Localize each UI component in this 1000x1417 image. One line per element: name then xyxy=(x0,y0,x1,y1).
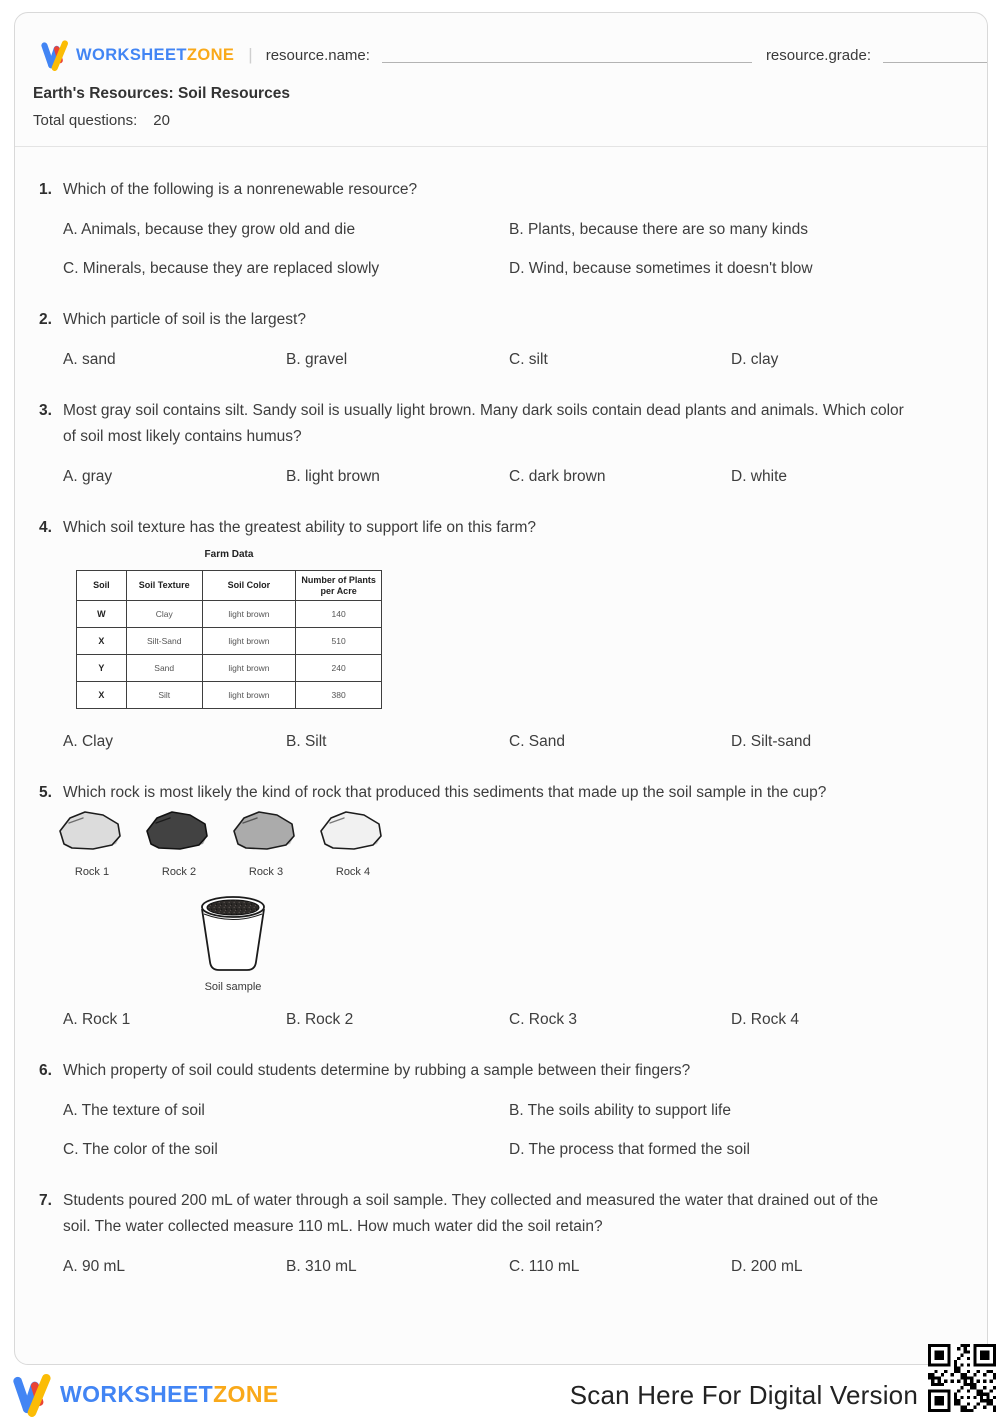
question-7-option-c: C. 110 mL xyxy=(509,1258,580,1275)
question-3 xyxy=(39,398,963,490)
farm-cell: light brown xyxy=(202,682,296,709)
question-3-option-a: A. gray xyxy=(63,468,113,485)
question-text: Which soil texture has the greatest ability to support life on this farm? xyxy=(63,519,536,536)
farm-cell: 510 xyxy=(296,628,382,655)
rocks-figure xyxy=(39,808,963,993)
question-6-option-d: D. The process that formed the soil xyxy=(509,1141,750,1158)
question-4-option-d: D. Silt-sand xyxy=(731,733,812,750)
rock-2 xyxy=(144,808,214,878)
total-questions-value: 20 xyxy=(153,112,170,129)
question-number: 3. xyxy=(39,402,52,419)
brand-logo xyxy=(39,39,234,71)
farm-cell: X xyxy=(77,628,127,655)
farm-table-title: Farm Data xyxy=(204,549,254,560)
question-4 xyxy=(39,515,963,755)
farm-col-header: Number of Plants per Acre xyxy=(296,571,382,601)
brand-logo-icon xyxy=(39,39,69,71)
rock-2-icon xyxy=(144,808,214,854)
question-1-option-c: C. Minerals, because they are replaced slowly xyxy=(63,260,380,277)
question-7-option-a: A. 90 mL xyxy=(63,1258,126,1275)
farm-cell: Silt xyxy=(126,682,202,709)
question-2 xyxy=(39,307,963,373)
question-text: Which property of soil could students determine by rubbing a sample between their fingers? xyxy=(63,1062,691,1079)
question-5-option-c: C. Rock 3 xyxy=(509,1011,578,1028)
question-number: 5. xyxy=(39,784,52,801)
question-number: 2. xyxy=(39,311,52,328)
farm-cell: 380 xyxy=(296,682,382,709)
farm-data-figure xyxy=(76,549,382,709)
farm-cell: Silt-Sand xyxy=(126,628,202,655)
question-7-option-b: B. 310 mL xyxy=(286,1258,357,1275)
question-2-option-c: C. silt xyxy=(509,351,548,368)
footer-wordmark xyxy=(60,1381,279,1408)
footer-brand-zone: ZONE xyxy=(213,1381,279,1407)
resource-grade-label: resource.grade: xyxy=(765,46,871,64)
brand-wordmark xyxy=(76,46,234,65)
question-5 xyxy=(39,780,963,1033)
total-questions-label: Total questions: xyxy=(33,112,138,129)
question-number: 1. xyxy=(39,181,52,198)
scan-here-text: Scan Here For Digital Version xyxy=(569,1380,918,1410)
question-6-option-c: C. The color of the soil xyxy=(63,1141,218,1158)
farm-cell: W xyxy=(77,601,127,628)
resource-name-line[interactable] xyxy=(382,47,752,63)
question-2-option-a: A. sand xyxy=(63,351,116,368)
brand-worksheet: WORKSHEET xyxy=(76,45,187,64)
farm-data-table xyxy=(76,570,382,709)
rock-4-icon xyxy=(318,808,388,854)
question-text: Which particle of soil is the largest? xyxy=(63,311,306,328)
question-6 xyxy=(39,1058,963,1163)
question-3-option-b: B. light brown xyxy=(286,468,380,485)
header-divider: | xyxy=(248,45,253,64)
farm-col-header: Soil Color xyxy=(202,571,296,601)
question-3-option-c: C. dark brown xyxy=(509,468,606,485)
soil-cup xyxy=(188,886,278,993)
farm-col-header: Soil xyxy=(77,571,127,601)
rock-label: Rock 4 xyxy=(335,866,371,878)
question-1-option-a: A. Animals, because they grow old and die xyxy=(63,221,356,238)
question-text: Which rock is most likely the kind of rock that produced this sediments that made up the soil sample in the cup? xyxy=(63,784,827,801)
question-text: Students poured 200 mL of water through a soil sample. They collected and measured the water that drained out of the soil. The water collected measure 110 mL. How much water did the soil retain? xyxy=(63,1192,879,1235)
footer-logo xyxy=(10,1372,279,1417)
table-row xyxy=(77,628,382,655)
worksheet-card xyxy=(14,12,988,1365)
total-questions xyxy=(33,112,963,129)
table-row xyxy=(77,601,382,628)
question-1 xyxy=(39,177,963,282)
rock-label: Rock 1 xyxy=(74,866,110,878)
question-2-option-b: B. gravel xyxy=(286,351,348,368)
question-3-option-d: D. white xyxy=(731,468,787,485)
title-block xyxy=(15,71,987,129)
resource-name-label: resource.name: xyxy=(265,46,370,64)
farm-cell: Clay xyxy=(126,601,202,628)
page-title: Earth's Resources: Soil Resources xyxy=(33,85,290,102)
question-2-option-d: D. clay xyxy=(731,351,779,368)
farm-col-header: Soil Texture xyxy=(126,571,202,601)
question-6-option-b: B. The soils ability to support life xyxy=(509,1102,731,1119)
question-5-option-d: D. Rock 4 xyxy=(731,1011,800,1028)
question-number: 6. xyxy=(39,1062,52,1079)
resource-grade-line[interactable] xyxy=(883,47,987,63)
question-1-option-b: B. Plants, because there are so many kinds xyxy=(509,221,808,238)
rock-label: Rock 3 xyxy=(248,866,284,878)
soil-cup-label: Soil sample xyxy=(204,981,262,993)
footer-brand-worksheet: WORKSHEET xyxy=(60,1381,214,1407)
rock-label: Rock 2 xyxy=(161,866,197,878)
question-text: Which of the following is a nonrenewable resource? xyxy=(63,181,418,198)
farm-cell: Sand xyxy=(126,655,202,682)
question-4-option-b: B. Silt xyxy=(286,733,327,750)
question-7 xyxy=(39,1188,963,1280)
rock-4 xyxy=(318,808,388,878)
farm-cell: Y xyxy=(77,655,127,682)
farm-cell: light brown xyxy=(202,655,296,682)
soil-cup-icon xyxy=(188,886,278,974)
question-7-option-d: D. 200 mL xyxy=(731,1258,803,1275)
table-row xyxy=(77,655,382,682)
brand-zone: ZONE xyxy=(186,45,235,64)
rock-1 xyxy=(57,808,127,878)
rock-3 xyxy=(231,808,301,878)
question-5-option-a: A. Rock 1 xyxy=(63,1011,131,1028)
header xyxy=(15,13,987,71)
question-4-option-a: A. Clay xyxy=(63,733,113,750)
question-6-option-a: A. The texture of soil xyxy=(63,1102,205,1119)
farm-cell: light brown xyxy=(202,601,296,628)
farm-cell: 140 xyxy=(296,601,382,628)
farm-cell: 240 xyxy=(296,655,382,682)
question-text: Most gray soil contains silt. Sandy soil is usually light brown. Many dark soils contain dead plants and animals. Which color of soil most likely contains humus? xyxy=(63,402,904,445)
rock-1-icon xyxy=(57,808,127,854)
question-1-option-d: D. Wind, because sometimes it doesn't blow xyxy=(509,260,813,277)
question-4-option-c: C. Sand xyxy=(509,733,566,750)
rock-3-icon xyxy=(231,808,301,854)
question-list xyxy=(15,147,987,1280)
question-number: 7. xyxy=(39,1192,52,1209)
footer-logo-icon xyxy=(10,1372,52,1417)
farm-cell: light brown xyxy=(202,628,296,655)
table-row xyxy=(77,682,382,709)
question-5-option-b: B. Rock 2 xyxy=(286,1011,354,1028)
farm-cell: X xyxy=(77,682,127,709)
qr-code xyxy=(928,1344,996,1412)
question-number: 4. xyxy=(39,519,52,536)
